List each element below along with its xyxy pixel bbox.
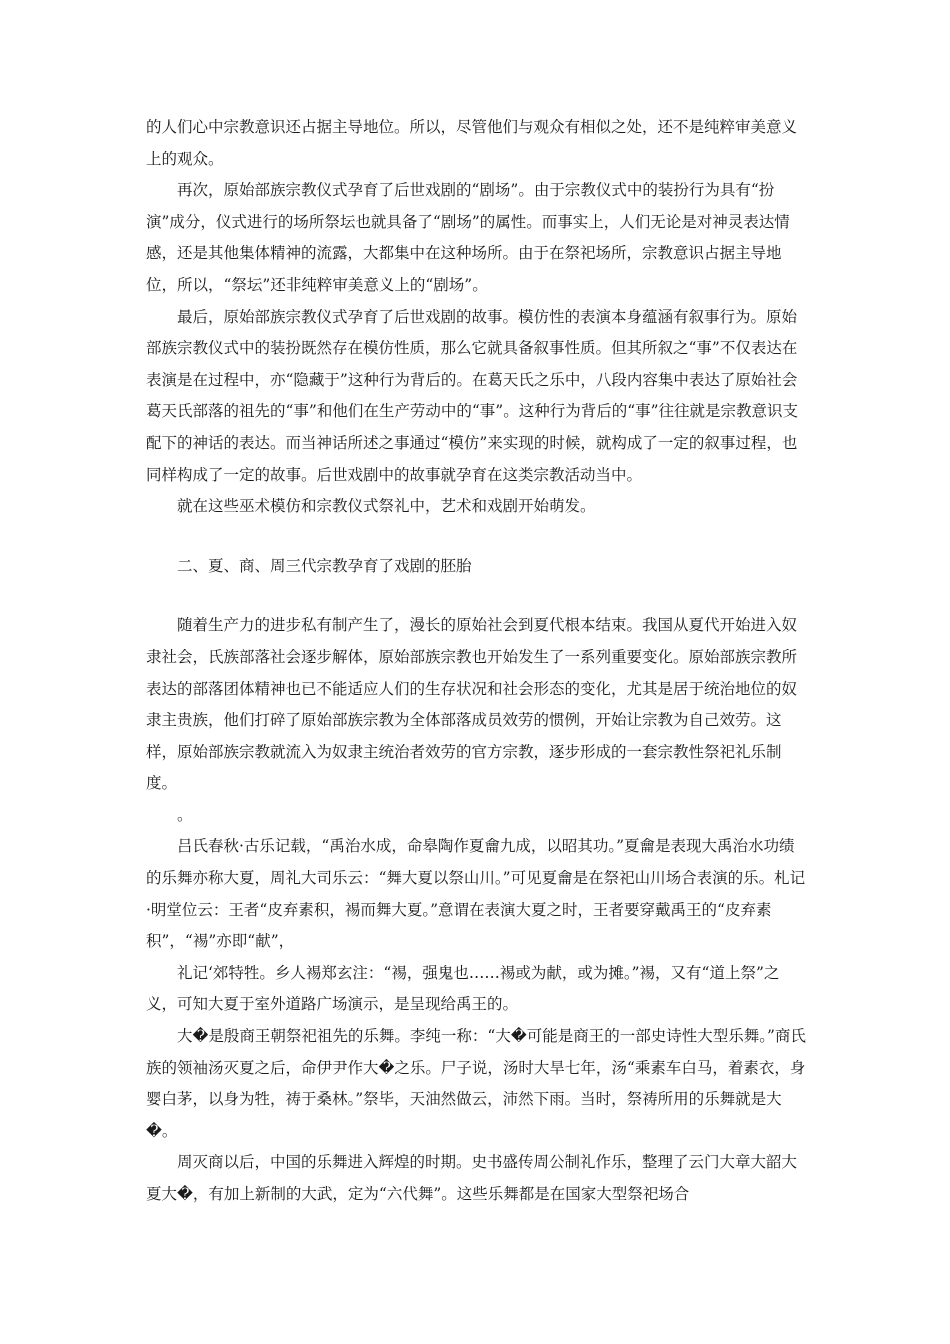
paragraph-theater-venue: 再次，原始部族宗教仪式孕育了后世戏剧的“剧场”。由于宗教仪式中的装扮行为具有“扮演”成分，仪式进行的场所祭坛也就具备了“剧场”的属性。而事实上，人们无论是对神灵表达情感，还是其他集体精神的流露，大都集中在这种场所。由于在祭祀场所，宗教意识占据主导地位，所以，“祭坛”还非纯粹审美意义上的“剧场”。 bbox=[146, 181, 790, 294]
document-body bbox=[146, 112, 808, 1211]
section-heading: 二、夏、商、周三代宗教孕育了戏剧的胚胎 bbox=[177, 556, 472, 575]
paragraph-stray-mark: 。 bbox=[177, 805, 193, 824]
paragraph-zhou-dance: 周灭商以后，中国的乐舞进入辉煌的时期。史书盛传周公制礼作乐，整理了云门大章大韶大夏大�，有加上新制的大武，定为“六代舞”。这些乐舞都是在国家大型祭祀场合 bbox=[146, 1153, 798, 1203]
paragraph-story: 最后，原始部族宗教仪式孕育了后世戏剧的故事。模仿性的表演本身蕴涵有叙事行为。原始部族宗教仪式中的装扮既然存在模仿性质，那么它就具备叙事性质。但其所叙之“事”不仅表达在表演是在过程中，亦“隐藏于”这种行为背后的。在葛天氏之乐中，八段内容集中表达了原始社会葛天氏部落的祖先的“事”和他们在生产劳动中的“事”。这种行为背后的“事”往往就是宗教意识支配下的神话的表达。而当神话所述之事通过“模仿”来实现的时候，就构成了一定的叙事过程，也同样构成了一定的故事。后世戏剧中的故事就孕育在这类宗教活动当中。 bbox=[146, 307, 799, 484]
paragraph-slavery-society: 随着生产力的进步私有制产生了，漫长的原始社会到夏代根本结束。我国从夏代开始进入奴隶社会，氏族部落社会逐步解体，原始部族宗教也开始发生了一系列重要变化。原始部族宗教所表达的部落团体精神也已不能适应人们的生存状况和社会形态的变化，尤其是居于统治地位的奴隶主贵族，他们打碎了原始部族宗教为全体部落成员效劳的惯例，开始让宗教为自己效劳。这样，原始部族宗教就流入为奴隶主统治者效劳的官方宗教，逐步形成的一套宗教性祭祀礼乐制度。 bbox=[146, 616, 798, 793]
paragraph-continuation: 的人们心中宗教意识还占据主导地位。所以，尽管他们与观众有相似之处，还不是纯粹审美意义上的观众。 bbox=[146, 118, 798, 168]
paragraph-li-ji: 礼记‘郊特牲。乡人裼郑玄注：“裼，强鬼也……裼或为献，或为摊。”裼，又有“道上祭”之义，可知大夏于室外道路广场演示，是呈现给禹王的。 bbox=[146, 963, 780, 1014]
paragraph-art-emergence: 就在这些巫术模仿和宗教仪式祭礼中，艺术和戏剧开始萌发。 bbox=[177, 497, 596, 516]
paragraph-da-xia: 吕氏春秋·古乐记载，“禹治水成，命皋陶作夏龠九成，以昭其功。”夏龠是表现大禹治水功绩的乐舞亦称大夏，周礼大司乐云：“舞大夏以祭山川。”可见夏龠是在祭祀山川场合表演的乐。札记·明堂位云：王者“皮弃素积，裼而舞大夏。”意谓在表演大夏之时，王者要穿戴禹王的“皮弃素积”，“裼”亦即“献”， bbox=[146, 837, 806, 951]
paragraph-shang-dance: 大�是殷商王朝祭祀祖先的乐舞。李纯一称：“大�可能是商王的一部史诗性大型乐舞。”商氏族的领袖汤灭夏之后，命伊尹作大�之乐。尸子说，汤时大旱七年，汤“乘素车白马，着素衣，身婴白茅，以身为牲，祷于桑林。”祭毕，天油然做云，沛然下雨。当时，祭祷所用的乐舞就是大�。 bbox=[146, 1027, 806, 1140]
